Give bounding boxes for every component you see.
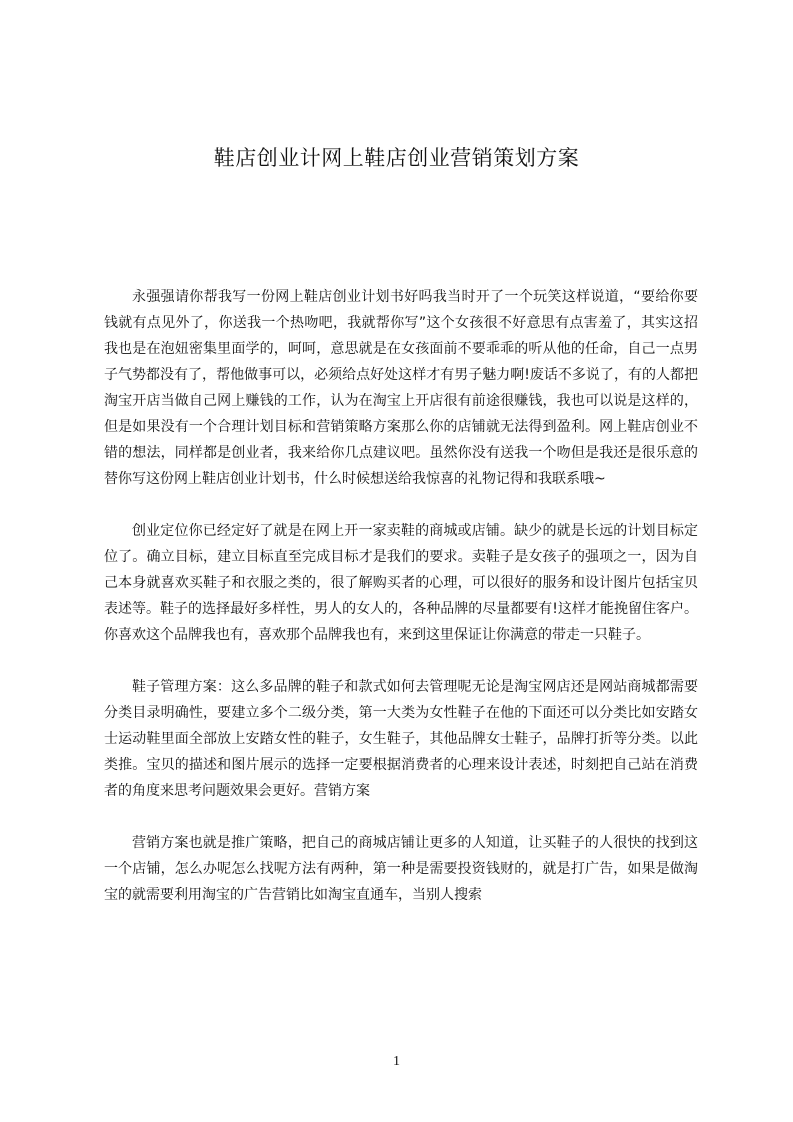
document-body — [104, 284, 698, 934]
page-number: 1 — [393, 1054, 400, 1069]
paragraph-management: 鞋子管理方案：这么多品牌的鞋子和款式如何去管理呢无论是淘宝网店还是网站商城都需要分类目录明确性，要建立多个二级分类，第一大类为女性鞋子在他的下面还可以分类比如安踏女士运动鞋里面全部放上安踏女性的鞋子，女生鞋子，其他品牌女士鞋子，品牌打折等分类。以此类推。宝贝的描述和图片展示的选择一定要根据消费者的心理来设计表述，时刻把自己站在消费者的角度来思考问题效果会更好。营销方案 — [104, 679, 698, 799]
paragraph-positioning: 创业定位你已经定好了就是在网上开一家卖鞋的商城或店铺。缺少的就是长远的计划目标定位了。确立目标，建立目标直至完成目标才是我们的要求。卖鞋子是女孩子的强项之一，因为自己本身就喜欢买鞋子和衣服之类的，很了解购买者的心理，可以很好的服务和设计图片包括宝贝表述等。鞋子的选择最好多样性，男人的女人的，各种品牌的尽量都要有!这样才能挽留住客户。你喜欢这个品牌我也有，喜欢那个品牌我也有，来到这里保证让你满意的带走一只鞋子。 — [104, 523, 698, 643]
paragraph-intro: 永强强请你帮我写一份网上鞋店创业计划书好吗我当时开了一个玩笑这样说道，“要给你要钱就有点见外了，你送我一个热吻吧，我就帮你写”这个女孩很不好意思有点害羞了，其实这招我也是在泡妞密集里面学的，呵呵，意思就是在女孩面前不要乖乖的听从他的任命，自己一点男子气势都没有了，帮他做事可以，必须给点好处这样才有男子魅力啊!废话不多说了，有的人都把淘宝开店当做自己网上赚钱的工作，认为在淘宝上开店很有前途很赚钱，我也可以说是这样的，但是如果没有一个合理计划目标和营销策略方案那么你的店铺就无法得到盈利。网上鞋店创业不错的想法，同样都是创业者，我来给你几点建议吧。虽然你没有送我一个吻但是我还是很乐意的替你写这份网上鞋店创业计划书，什么时候想送给我惊喜的礼物记得和我联系哦~ — [104, 289, 698, 487]
paragraph-marketing: 营销方案也就是推广策略，把自己的商城店铺让更多的人知道，让买鞋子的人很快的找到这一个店铺，怎么办呢怎么找呢方法有两种，第一种是需要投资钱财的，就是打广告，如果是做淘宝的就需要利用淘宝的广告营销比如淘宝直通车，当别人搜索 — [104, 835, 698, 903]
document-title: 鞋店创业计网上鞋店创业营销策划方案 — [213, 146, 580, 170]
